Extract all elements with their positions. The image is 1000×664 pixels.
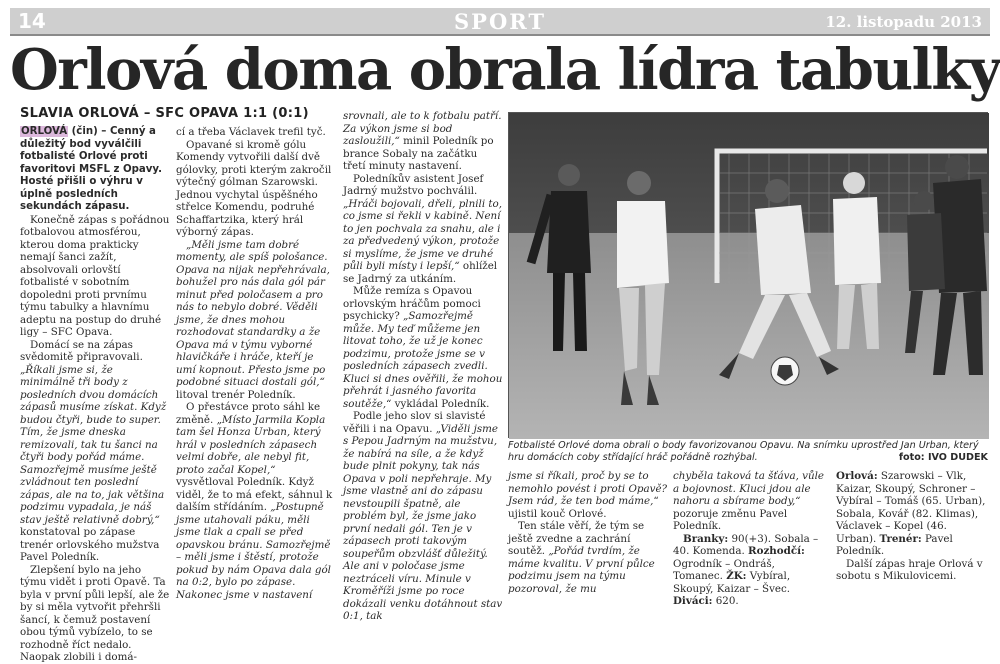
quote: „Místo Jarmila Kopla tam šel Honza Urban, který hrál v posledních zápasech velmi dobře, ale nebyl fit, proto začal Kopel,“ [176,413,326,476]
text-span: Domácí se na zápas svědomitě připravovali. [20,338,143,363]
article-lead [20,126,170,214]
lineup-value: Szarowski – Vlk, Kaizar, Skoupý, Schroner – Vybíral – Tomáš (65. Urban), Sobala, Kovář (82. Klimas), Václavek – Kopel (46. Urban). [836,470,986,545]
text-span: O přestávce proto sáhl ke změně. [176,401,321,426]
paragraph: Konečně zápas s pořádnou fotbalovou atmosférou, kterou doma prakticky nemají šanci zažít, absolvovali orlovští fotbalisté v sobotním dopoledni proti prvnímu týmu tabulky a hlavnímu adeptu na postup do druhé ligy – SFC Opava. [20,213,170,338]
dateline: ORLOVÁ [21,126,68,137]
paragraph: Další zápas hraje Orlová v sobotu s Mikulovicemi. [836,557,983,582]
text-span: vykládal Poledník. [391,397,490,410]
article-column-6 [836,470,988,590]
paragraph [343,110,503,173]
spectators-label: Diváci: [673,595,713,607]
lineup [836,470,988,558]
match-result-title: SLAVIA ORLOVÁ – SFC OPAVA 1:1 (0:1) [20,106,309,121]
lead-text: (čin) – Cenný a důležitý bod vyválčili fotbalisté Orlové proti favoritovi MSFL z Opavy. Hosté přišli o výhru v úplně posledních sekundách zápasu. [20,126,163,212]
match-photo [508,112,988,438]
quote: „Samozřejmě může. My teď můžeme jen litovat toho, že už je konec podzimu, protože jsme se v posledních zápasech zvedli. Kluci si dnes ověřili, že mohou přehrát i jasného favorita soutěže,“ [343,310,503,410]
paragraph: cí a třeba Václavek trefil tyč. [176,126,326,138]
paragraph [176,401,336,601]
quote: chyběla taková ta šťáva, vůle a bojovnost. Kluci jdou ale nahoru a sbírame body,“ [673,470,824,507]
text-span: Podle jeho slov si slavisté věřili i na Opavu. [343,410,486,435]
yellow-cards-label: ŽK: [726,570,747,582]
quote: „Hráči bojovali, dřeli, plnili to, co jsme si řekli v kabině. Není to jen pochvala za snahu, ale i za předvedený výkon, protože si myslíme, že jsme ve druhé půli byli místy i lepší,“ [343,197,502,272]
article-column-4 [508,470,668,595]
quote: „Postupně jsme utahovali páku, měli jsme tlak a cpali se před opavskou bránu. Samozřejmě – měli jsme i štěstí, protože pokud by nám Opava dala gól na 0:2, bylo po zápase. Nakonec jsme v nastavení [176,501,331,601]
article-column-5 [673,470,828,607]
text-span: konstatoval po zápase trenér orlovského mužstva Pavel Poledník. [20,526,160,563]
photo-credit: foto: IVO DUDEK [898,452,988,463]
referees-value: Ogrodník – Ondráš, Tomanec. [673,557,775,582]
referees-label: Rozhodčí: [748,545,805,557]
paragraph [508,470,668,520]
text-span: ohlížel se Jadrný za utkáním. [343,260,498,285]
coach-label: Trenér: [879,532,922,545]
paragraph [508,520,668,595]
quote: „Říkali jsme si, že minimálně tři body z posledních dvou domácích zápasů musíme získat. Když budou čtyři, bude to super. Tím, že jsme dneska remizovali, tak tu šanci na čtyři body pořád máme. Samozřejmě musíme ještě zvládnout ten poslední zápas, ale na to, jak většina podzimu vypadala, je náš stav ještě relativně dobrý,“ [20,363,167,526]
lineup-label: Orlová: [836,470,878,482]
text-span: litoval trenér Poledník. [176,388,296,401]
paragraph [343,285,503,410]
text-span: minil Poledník po brance Sobaly na začátku třetí minuty nastavení. [343,135,494,172]
article-headline: Orlová doma obrala lídra tabulky [10,37,1000,103]
article-column-3 [343,110,503,622]
quote: „Měli jsme tam dobré momenty, ale spíš pološance. Opava na nijak nepřehrávala, bohužel pro nás dala gól pár minut před poločasem a pro nás to nebylo dobré. Věděli jsme, že dnes mohou rozhodovat standardky a že Opava má v týmu vyborné hlavičkáře i hráče, kteří je umí kopnout. Přesto jsme po podobné situaci dostali gól,“ [176,238,330,388]
page-number: 14 [18,9,46,33]
text-span: “ ujistil kouč Orlové. [508,495,659,520]
football-icon [771,357,799,385]
quote: „Viděli jsme s Pepou Jadrným na mužstvu, že nabírá na síle, a že když bude plnit pokyny, tak nás Opava v poli nepřehraje. My jsme vlastně ani do zápasu nevstoupili špatně, ale problém byl, že jsme jako první nedali gól. Ten je v zápasech proti takovým soupeřům obzvlášť důležitý. Ale ani v poločase jsme neztráceli víru. Minule v Kroměříži jsme po roce dokázali venku dotáhnout stav 0:1, tak [343,422,503,622]
text-span: Poledníkův asistent Josef Jadrný mužstvo pochválil. [343,172,484,197]
goals-value: 90(+3). Sobala – 40. Komenda. [673,532,819,557]
section-name: SPORT [454,9,546,34]
photo-caption [508,440,988,464]
text-span: vysvětloval Poledník. Když viděl, že to má efekt, sáhnul k dalším střídáním. [176,476,333,513]
football-match-photo [509,113,989,439]
goals-label: Branky: [683,532,729,545]
page-header-bar [10,8,990,36]
match-stats [673,533,828,608]
paragraph [176,239,336,402]
issue-date: 12. listopadu 2013 [825,13,982,31]
paragraph [673,470,828,533]
spectators-value: 620. [712,595,739,607]
caption-text: Fotbalisté Orlové doma obrali o body favorizovanou Opavu. Na snímku uprostřed Jan Urban, který hru domácích coby střídající hráč pořádně rozhýbal. [508,440,979,463]
coach-value: Pavel Poledník. [836,532,953,557]
paragraph [343,173,503,286]
text-span: pozoruje změnu Pavel Poledník. [673,507,788,532]
paragraph [343,410,503,623]
paragraph: Opavané si kromě gólu Komendy vytvořili další dvě gólovky, proti kterým zakročil výtečný gólman Szarowski. Jednou vychytal úspěšného střelce Komendu, podruhé Schaffartzika, který hrál výborný zápas. [176,138,332,238]
article-column-2 [176,126,336,601]
article-column-1 [20,126,170,663]
quote: srovnali, ale to k fotbalu patří. Za výkon jsme si bod zasloužili,“ [343,110,502,147]
paragraph: Zlepšení bylo na jeho týmu vidět i proti Opavě. Ta byla v první půli lepší, ale že by si měla vytvořit přehršli šancí, k čemuž postavení obou týmů vybízelo, to se rozhodně říct nedalo. Naopak zlobili i domá- [20,563,170,663]
text-span: Ten stále věří, že tým se ještě zvedne a zachrání soutěž. [508,520,645,557]
quote: „Pořád tvrdím, že máme kvalitu. V první půlce podzimu jsem na týmu pozoroval, že mu [508,545,655,595]
quote: jsme si říkali, proč by se to nemohlo povést i proti Opavě? Jsem rád, že ten bod máme, [508,470,668,507]
paragraph [20,339,170,564]
yellow-cards-value: Vybíral, Skoupý, Kaizar – Švec. [673,570,791,595]
text-span: Může remíza s Opavou orlovským hráčům pomoci psychicky? [343,285,481,322]
